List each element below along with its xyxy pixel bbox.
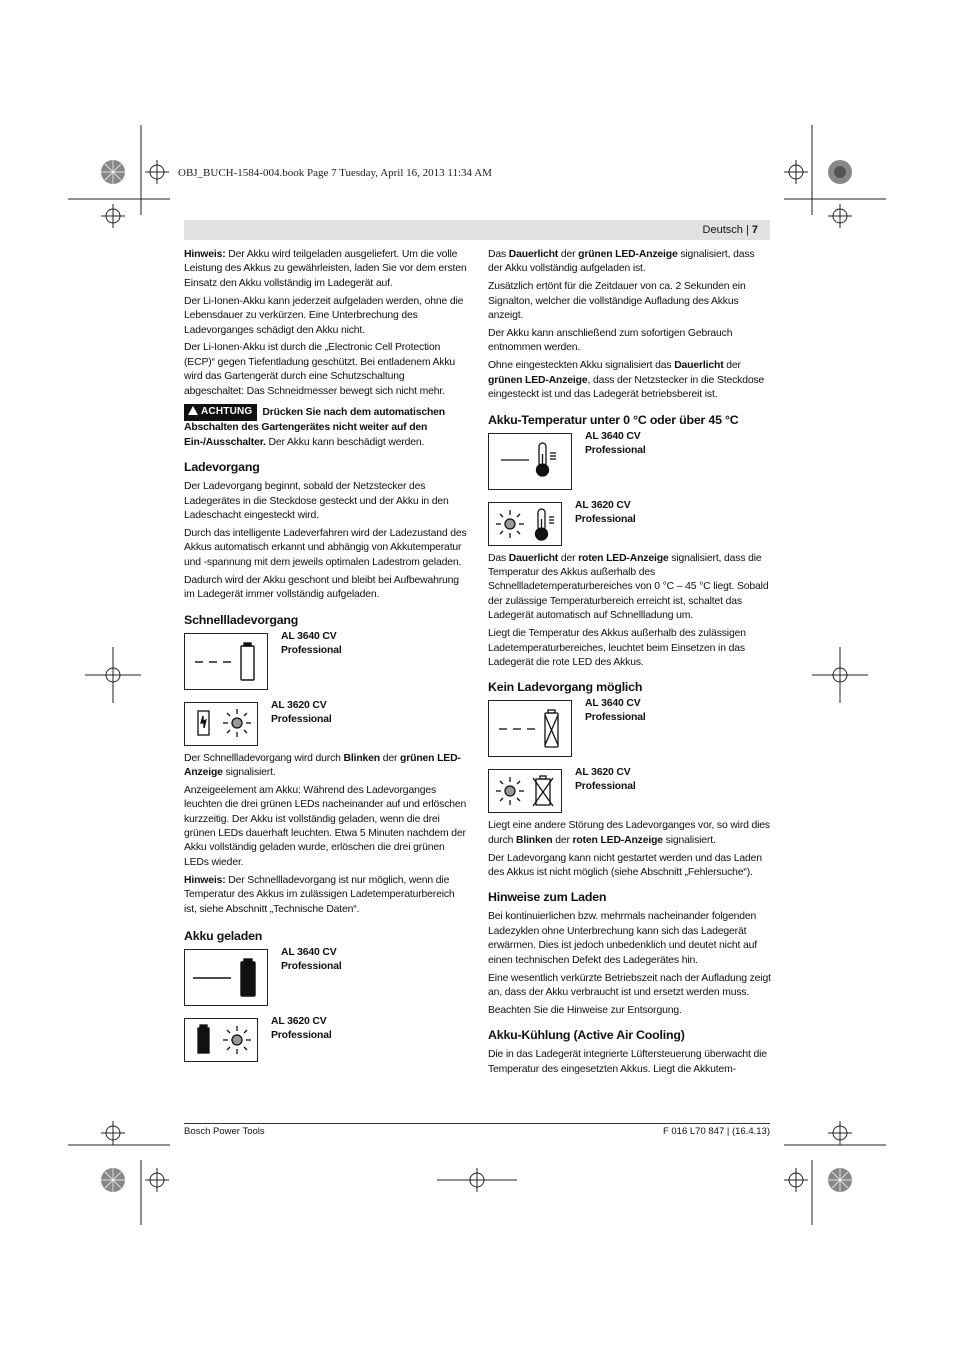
paragraph: Hinweis: Der Akku wird teilgeladen ausgeliefert. Um die volle Leistung des Akkus zu gewährleisten, laden Sie vor dem ersten Einsatz den Akku vollständig im Ladegerät auf. xyxy=(184,249,467,289)
heading-ladevorgang: Ladevorgang xyxy=(184,460,260,475)
paragraph: Hinweis: Der Schnellladevorgang ist nur möglich, wenn die Temperatur des Akkus im zulässigen Ladetemperaturbereich ist, siehe Abschnitt „Technische Daten“. xyxy=(184,874,455,915)
model-label: AL 3640 CV Professional xyxy=(585,430,646,456)
indicator-3620-fast xyxy=(184,699,467,746)
indicator-3640-fast xyxy=(184,630,467,690)
model-label: AL 3620 CV Professional xyxy=(271,1016,332,1041)
paragraph: Der Li-Ionen-Akku ist durch die „Electronic Cell Protection (ECP)“ gegen Tiefentladung geschützt. Bei entladenem Akku wird das Gartengerät durch eine Schutzschaltung abgeschaltet: Das Schneidmesser bewegt sich nicht mehr. xyxy=(184,342,456,397)
battery-charging-icon xyxy=(184,633,268,690)
led-blink-icon xyxy=(184,702,258,746)
heading-schnellladevorgang: Schnellladevorgang xyxy=(184,612,299,627)
indicator-3640-charged xyxy=(184,949,467,1006)
led-thermometer-icon xyxy=(488,502,562,546)
warning-triangle-icon xyxy=(188,406,198,415)
left-column xyxy=(184,248,467,1068)
warning-paragraph: ACHTUNG Drücken Sie nach dem automatischen Abschalten des Gartengerätes nicht weiter auf den Ein-/Ausschalter. Der Akku kann beschädigt werden. xyxy=(184,406,445,448)
model-label: AL 3620 CV Professional xyxy=(575,499,636,525)
model-label: AL 3640 CV Professional xyxy=(281,630,342,656)
page-number: 7 xyxy=(751,224,758,236)
header-section: Deutsch xyxy=(702,224,743,236)
thermometer-icon xyxy=(488,433,572,490)
paragraph: Der Akku kann anschließend zum sofortigen Gebrauch entnommen werden. xyxy=(488,328,733,354)
model-label: AL 3620 CV Professional xyxy=(575,767,636,793)
print-slug: OBJ_BUCH-1584-004.book Page 7 Tuesday, April 16, 2013 11:34 AM xyxy=(178,167,492,179)
heading-akku-geladen: Akku geladen xyxy=(184,929,263,943)
paragraph: Zusätzlich ertönt für die Zeitdauer von ca. 2 Sekunden ein Signalton, welcher die vollständige Aufladung des Akkus anzeigt. xyxy=(488,281,746,322)
header-bar xyxy=(184,220,770,240)
paragraph: Liegt eine andere Störung des Ladevorganges vor, so wird dies durch Blinken der roten LED-Anzeige signalisiert. xyxy=(488,820,770,846)
battery-crossed-icon xyxy=(488,700,572,757)
warning-badge: ACHTUNG xyxy=(184,404,257,421)
led-steady-icon xyxy=(184,1018,258,1062)
model-label: AL 3620 CV Professional xyxy=(271,699,332,725)
heading-akku-temperatur: Akku-Temperatur unter 0 °C oder über 45 °C xyxy=(488,412,739,427)
paragraph: Die in das Ladegerät integrierte Lüftersteuerung überwacht die Temperatur des eingesetzten Akkus. Liegt die Akkutem- xyxy=(488,1049,767,1075)
paragraph: Der Ladevorgang kann nicht gestartet werden und das Laden des Akkus ist nicht möglich (siehe Abschnitt „Fehlersuche“). xyxy=(488,852,762,879)
paragraph: Eine wesentlich verkürzte Betriebszeit nach der Aufladung zeigt an, dass der Akku verbraucht ist und ersetzt werden muss. xyxy=(488,972,771,998)
paragraph: Beachten Sie die Hinweise zur Entsorgung. xyxy=(488,1004,682,1016)
indicator-3620-charged xyxy=(184,1018,467,1062)
heading-hinweise-laden: Hinweise zum Laden xyxy=(488,890,607,905)
page-header: Deutsch | 7 xyxy=(702,224,758,236)
paragraph: Liegt die Temperatur des Akkus außerhalb des zulässigen Ladetemperaturbereiches, leuchtet beim Einsetzen in das Ladegerät die rote LED des Akkus. xyxy=(488,628,746,668)
paragraph: Ohne eingesteckten Akku signalisiert das Dauerlicht der grünen LED-Anzeige, dass der Netzstecker in die Steckdose eingesteckt ist und das Ladegerät betriebsbereit ist. xyxy=(488,360,765,401)
heading-kein-ladevorgang: Kein Ladevorgang möglich xyxy=(488,680,643,695)
footer-brand: Bosch Power Tools xyxy=(184,1126,265,1137)
paragraph: Das Dauerlicht der grünen LED-Anzeige signalisiert, dass der Akku vollständig aufgeladen ist. xyxy=(488,249,755,275)
paragraph: Der Schnellladevorgang wird durch Blinken der grünen LED-Anzeige signalisiert. xyxy=(184,752,461,778)
paragraph: Durch das intelligente Ladeverfahren wird der Ladezustand des Akkus automatisch erkannt und abhängig von Akkutemperatur und -spannung mit dem jeweils optimalen Ladestrom geladen. xyxy=(184,528,467,568)
paragraph: Das Dauerlicht der roten LED-Anzeige signalisiert, dass die Temperatur des Akkus außerhalb des Schnellladetemperaturbereiches von 0 °C – 45 °C liegt. Sobald der zulässige Temperaturbereich erreicht ist, schaltet das Ladegerät automatisch auf Schnellladung um. xyxy=(488,552,769,622)
paragraph: Bei kontinuierlichen bzw. mehrmals nacheinander folgenden Ladezyklen ohne Unterbrechung kann sich das Ladegerät erwärmen. Dies ist jedoch unbedenklich und deutet nicht auf einen technischen Defekt des Ladegerätes hin. xyxy=(488,911,757,966)
indicator-3640-temp xyxy=(488,430,771,490)
paragraph: Der Li-Ionen-Akku kann jederzeit aufgeladen werden, ohne die Lebensdauer zu verkürzen. Eine Unterbrechung des Ladevorganges schädigt den Akku nicht. xyxy=(184,295,464,336)
indicator-3640-error xyxy=(488,700,771,757)
footer-docnumber: F 016 L70 847 | (16.4.13) xyxy=(662,1126,770,1137)
paragraph: Dadurch wird der Akku geschont und bleibt bei Aufbewahrung im Ladegerät immer vollständig aufgeladen. xyxy=(184,574,459,601)
footer-rule xyxy=(184,1123,770,1124)
paragraph: Anzeigeelement am Akku: Während des Ladevorganges leuchten die drei grünen LEDs nacheinander auf und erlöschen kurzzeitig. Der Akku ist vollständig geladen, wenn die drei grünen LEDs dauerhaft leuchten. Etwa 5 Minuten nachdem der Akku vollständig geladen wurde, erlöschen die drei grünen LEDs wieder. xyxy=(184,784,467,868)
right-column xyxy=(488,248,771,1081)
heading-akku-kuehlung: Akku-Kühlung (Active Air Cooling) xyxy=(488,1028,685,1043)
model-label: AL 3640 CV Professional xyxy=(281,947,342,972)
indicator-3620-error xyxy=(488,769,771,813)
led-battery-crossed-icon xyxy=(488,769,562,813)
model-label: AL 3640 CV Professional xyxy=(585,698,646,724)
paragraph: Der Ladevorgang beginnt, sobald der Netzstecker des Ladegerätes in die Steckdose gesteckt und der Akku in den Ladeschacht eingesteckt wird. xyxy=(184,481,449,522)
indicator-3620-temp xyxy=(488,499,771,546)
battery-full-icon xyxy=(184,949,268,1006)
